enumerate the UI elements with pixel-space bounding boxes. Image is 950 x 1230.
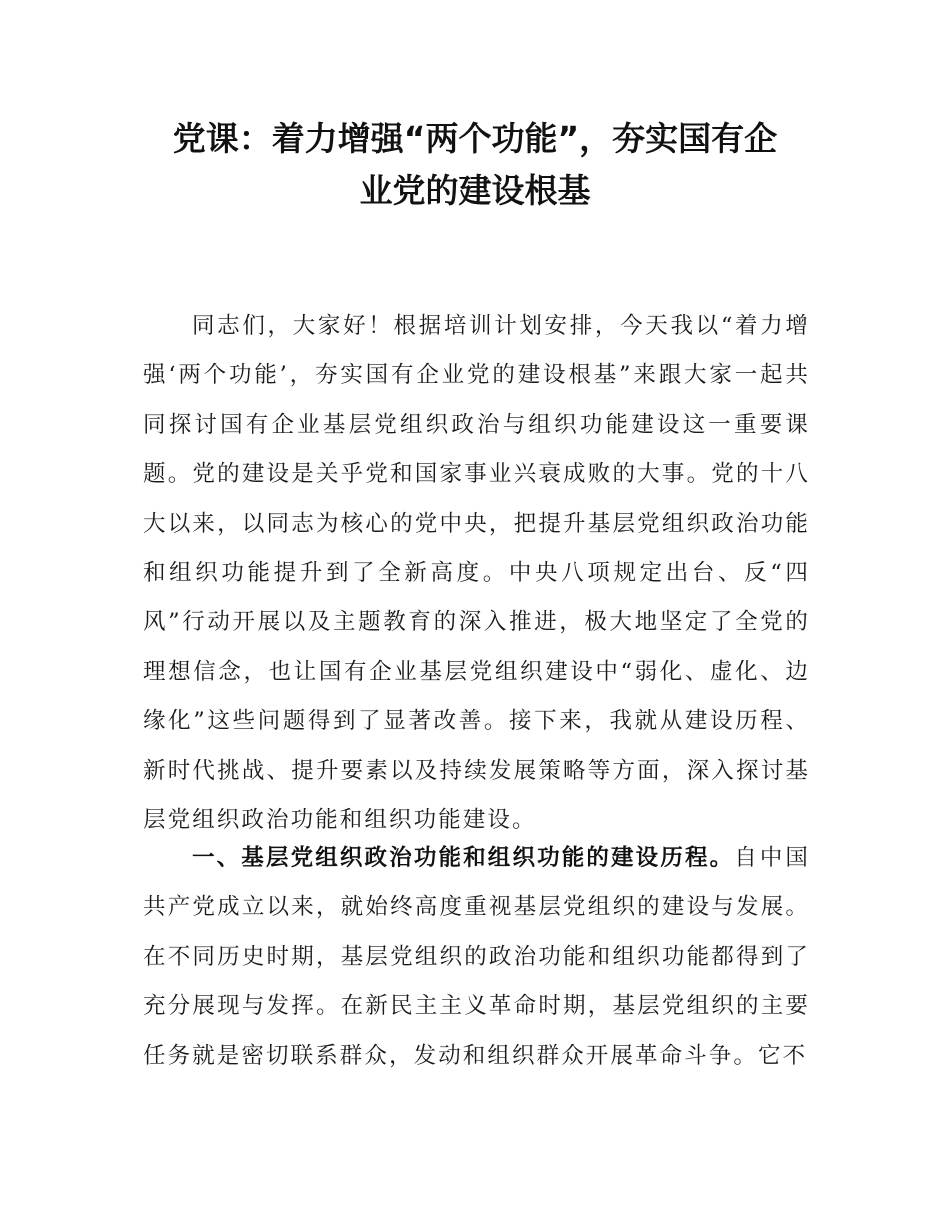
section-1-text: 自中国共产党成立以来，就始终高度重视基层党组织的建设与发展。在不同历史时期，基层党组织的政治功能和组织功能都得到了充分展现与发挥。在新民主主义革命时期，基层党组织的主要任务就是密切联系群众，发动和组织群众开展革命斗争。它不: [143, 845, 810, 1069]
intro-paragraph: 同志们，大家好！根据培训计划安排，今天我以“着力增强‘两个功能’，夯实国有企业党的建设根基”来跟大家一起共同探讨国有企业基层党组织政治与组织功能建设这一重要课题。党的建设是关乎党和国家事业兴衰成败的大事。党的十八大以来，以同志为核心的党中央，把提升基层党组织政治功能和组织功能提升到了全新高度。中央八项规定出台、反“四风”行动开展以及主题教育的深入推进，极大地坚定了全党的理想信念，也让国有企业基层党组织建设中“弱化、虚化、边缘化”这些问题得到了显著改善。接下来，我就从建设历程、新时代挑战、提升要素以及持续发展策略等方面，深入探讨基层党组织政治功能和组织功能建设。: [143, 313, 810, 834]
document-title: [140, 113, 810, 217]
section-1-paragraph: [143, 834, 810, 1081]
title-line-1: 党课：着力增强“两个功能”，夯实国有企: [172, 119, 778, 158]
section-1-heading: 一、基层党组织政治功能和组织功能的建设历程。: [192, 845, 735, 871]
title-line-2: 业党的建设根基: [359, 171, 591, 210]
